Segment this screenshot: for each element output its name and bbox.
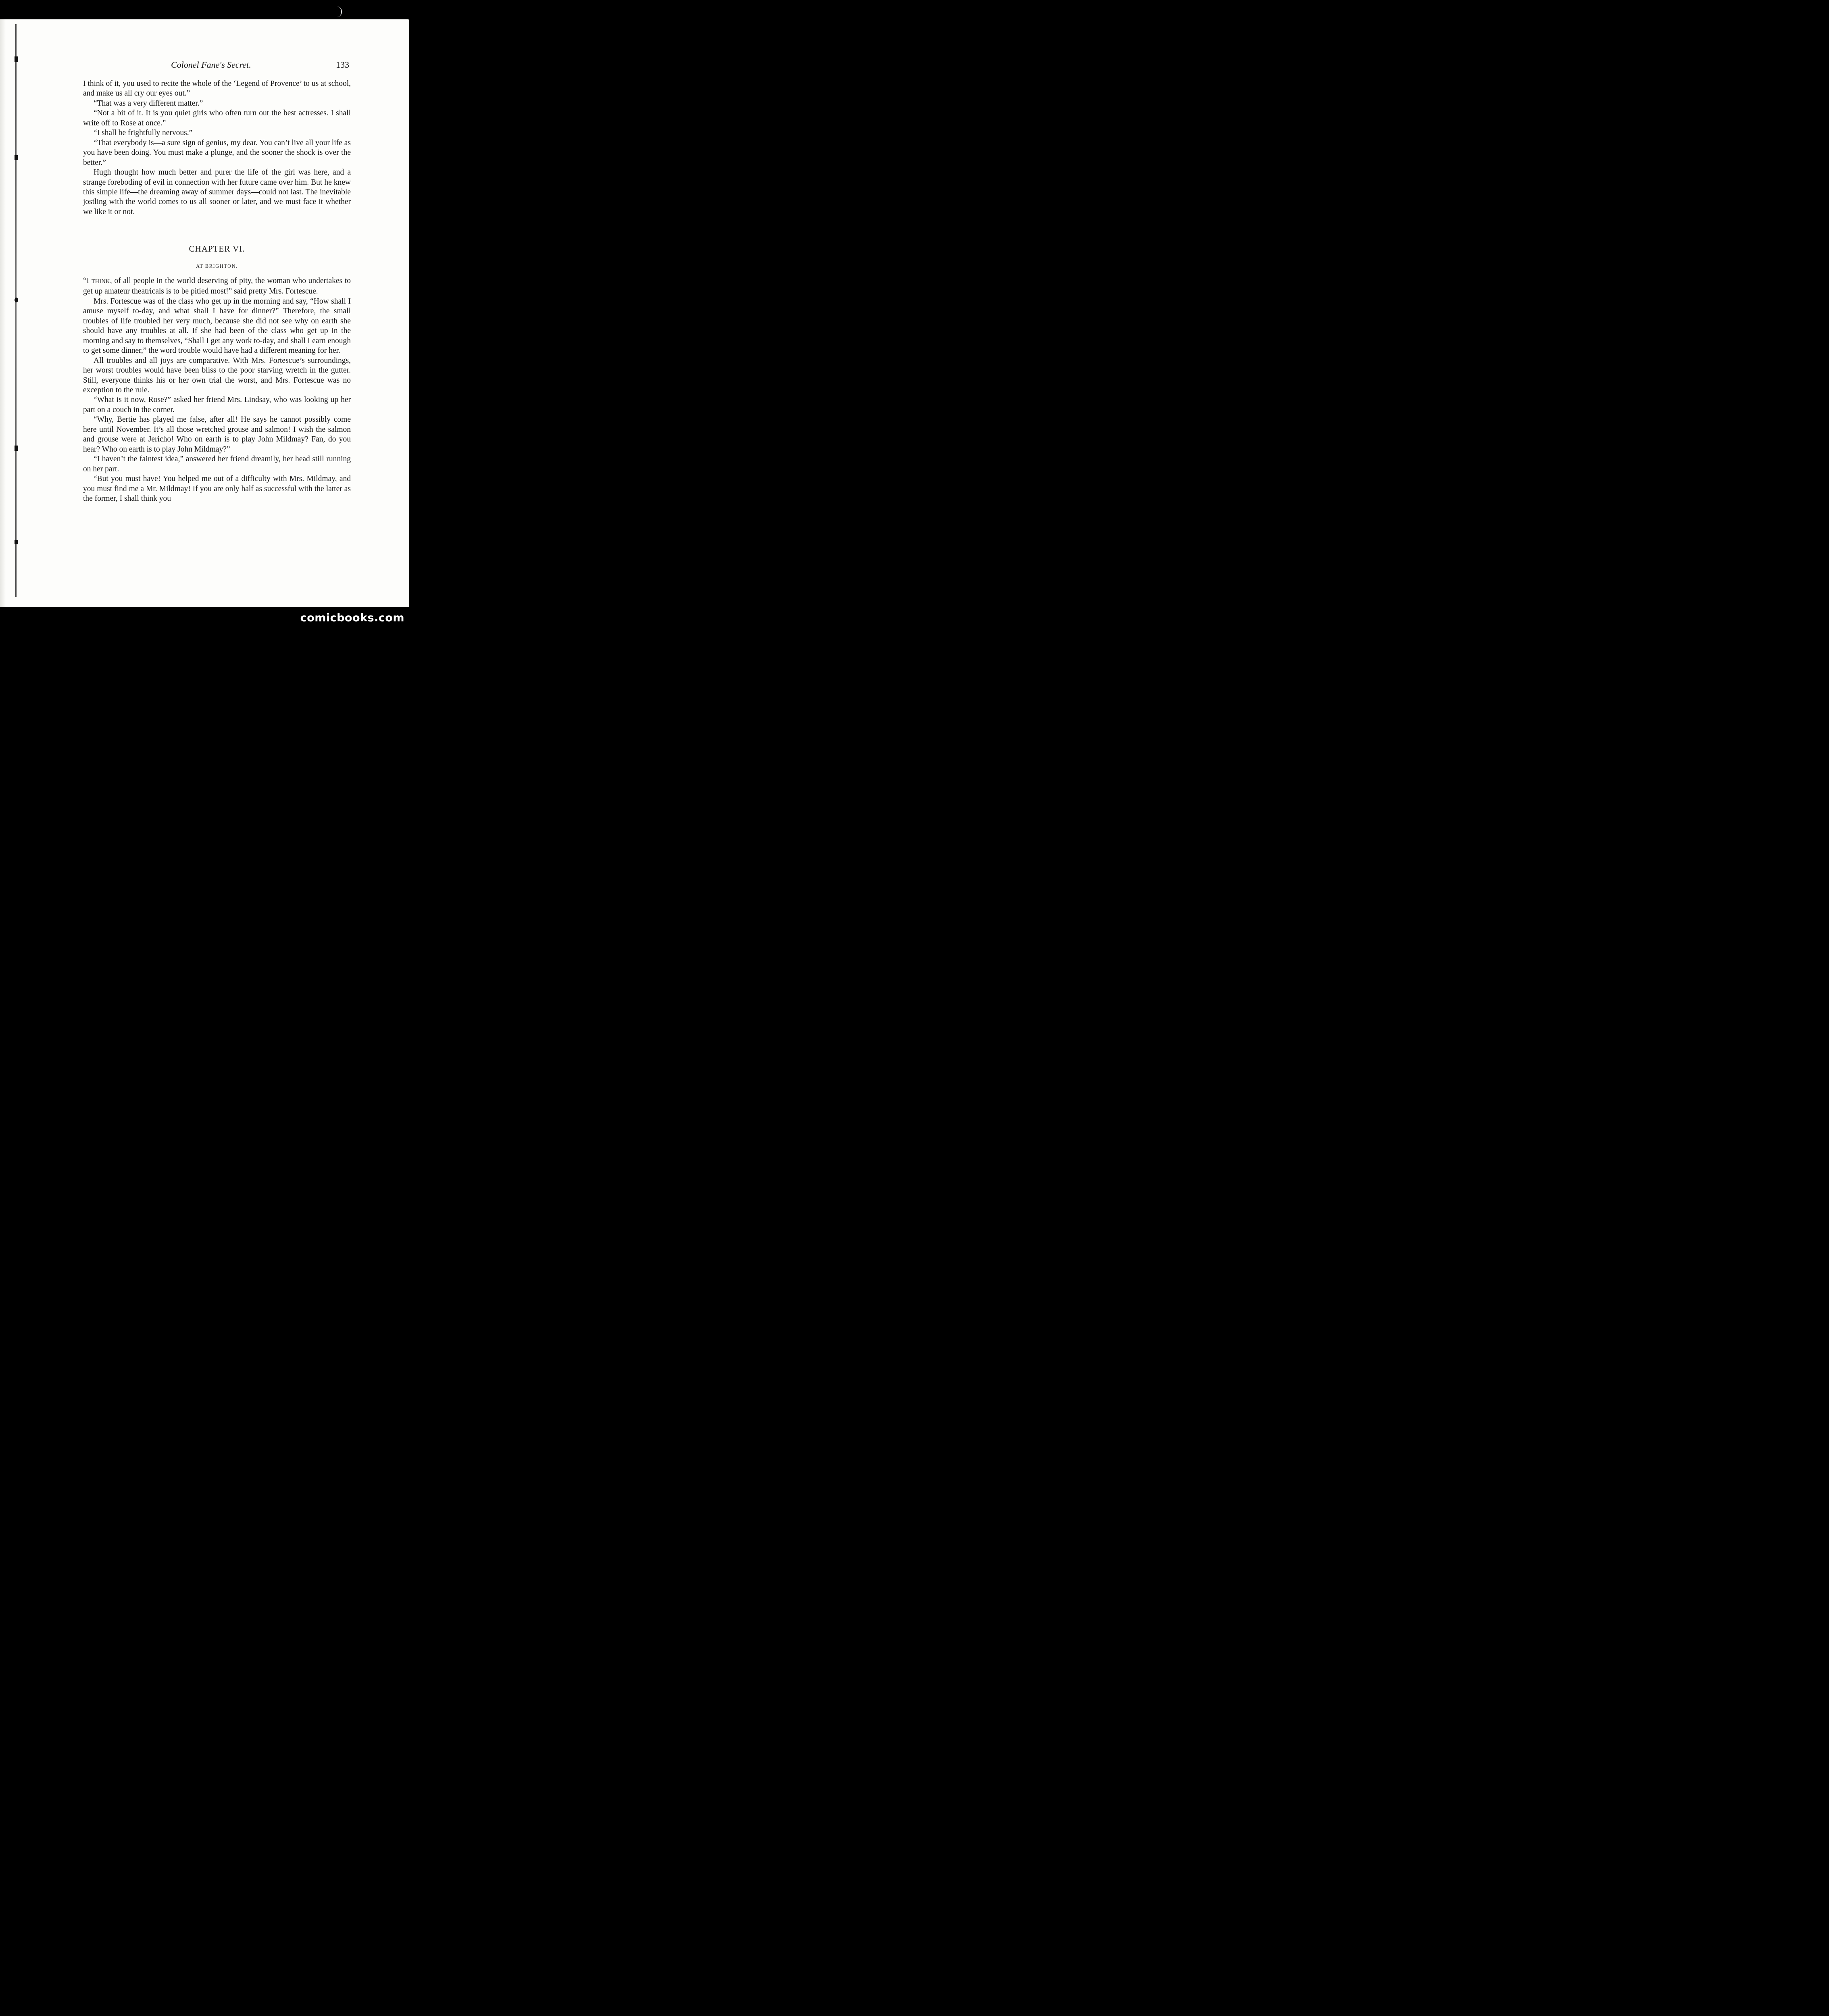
chapter-subheading: AT BRIGHTON. bbox=[196, 263, 238, 269]
paragraph: “But you must have! You helped me out of a difficulty with Mrs. Mildmay, and you must find me a Mr. Mildmay! If you are only half as successful with the latter as the former, I shall think you bbox=[83, 475, 351, 503]
chapter-heading: CHAPTER VI. bbox=[189, 244, 245, 254]
page-edge-shadow bbox=[0, 19, 6, 607]
binding-mark bbox=[15, 298, 18, 302]
paragraph: “That was a very different matter.” bbox=[94, 99, 203, 108]
paragraph: “I haven’t the faintest idea,” answered her friend dreamily, her head still running on her part. bbox=[83, 455, 351, 473]
paragraph: “Why, Bertie has played me false, after all! He says he cannot possibly come here until November. It’s all those wretched grouse and salmon! I wish the salmon and grouse were at Jericho! Who on earth is to play John Mildmay? Fan, do you hear? Who on earth is to play John Mildmay?” bbox=[83, 415, 351, 454]
paragraph: Mrs. Fortescue was of the class who get up in the morning and say, “How shall I amuse myself to-day, and what shall I have for dinner?” Therefore, the small troubles of life troubled her very much, because she did not see why on earth she should have any troubles at all. If she had been of the class who get up in the morning and say to themselves, “Shall I get any work to-day, and shall I earn enough to get some dinner,” the word trouble would have had a different meaning for her. bbox=[83, 297, 351, 355]
opening-paragraph bbox=[83, 276, 351, 297]
page-number: 133 bbox=[336, 60, 349, 70]
binding-mark bbox=[15, 446, 18, 451]
opening-lead: “I bbox=[83, 277, 92, 285]
paragraph: All troubles and all joys are comparative. With Mrs. Fortescue’s surroundings, her worst troubles would have been bliss to the poor starving wretch in the gutter. Still, everyone thinks his or her own trial the worst, and Mrs. Fortescue was no exception to the rule. bbox=[83, 356, 351, 394]
watermark-text: comicbooks.com bbox=[300, 612, 404, 624]
opening-rest: , of all people in the world deserving of pity, the woman who undertakes to get up amateur theatricals is to be pitied most!” said pretty Mrs. Fortescue. bbox=[83, 277, 351, 296]
binding-spine bbox=[15, 24, 17, 597]
paragraph: “That everybody is—a sure sign of genius, my dear. You can’t live all your life as you have been doing. You must make a plunge, and the sooner the shock is over the better.” bbox=[83, 138, 351, 167]
paragraph: “I shall be frightfully nervous.” bbox=[94, 129, 193, 137]
running-head bbox=[83, 60, 350, 73]
text-block-chapter bbox=[83, 276, 351, 504]
binding-mark bbox=[15, 56, 18, 62]
binding-mark bbox=[15, 155, 18, 160]
opening-smallcaps: THINK bbox=[91, 279, 110, 285]
paragraph: Hugh thought how much better and purer the life of the girl was here, and a strange foreboding of evil in connection with her future came over him. But he knew this simple life—the dreaming away of summer days—could not last. The inevitable jostling with the world comes to us all sooner or later, and we must face it whether we like it or not. bbox=[83, 168, 351, 216]
paragraph: “What is it now, Rose?” asked her friend Mrs. Lindsay, who was looking up her part on a couch in the corner. bbox=[83, 396, 351, 414]
running-head-title: Colonel Fane's Secret. bbox=[171, 60, 251, 70]
paragraph: “Not a bit of it. It is you quiet girls who often turn out the best actresses. I shall write off to Rose at once.” bbox=[83, 109, 351, 127]
paragraph: I think of it, you used to recite the whole of the ‘Legend of Provence’ to us at school, and make us all cry our eyes out.” bbox=[83, 79, 351, 98]
text-block-before-chapter bbox=[83, 79, 351, 217]
binding-mark bbox=[15, 540, 18, 544]
scan-artifact bbox=[337, 6, 342, 17]
